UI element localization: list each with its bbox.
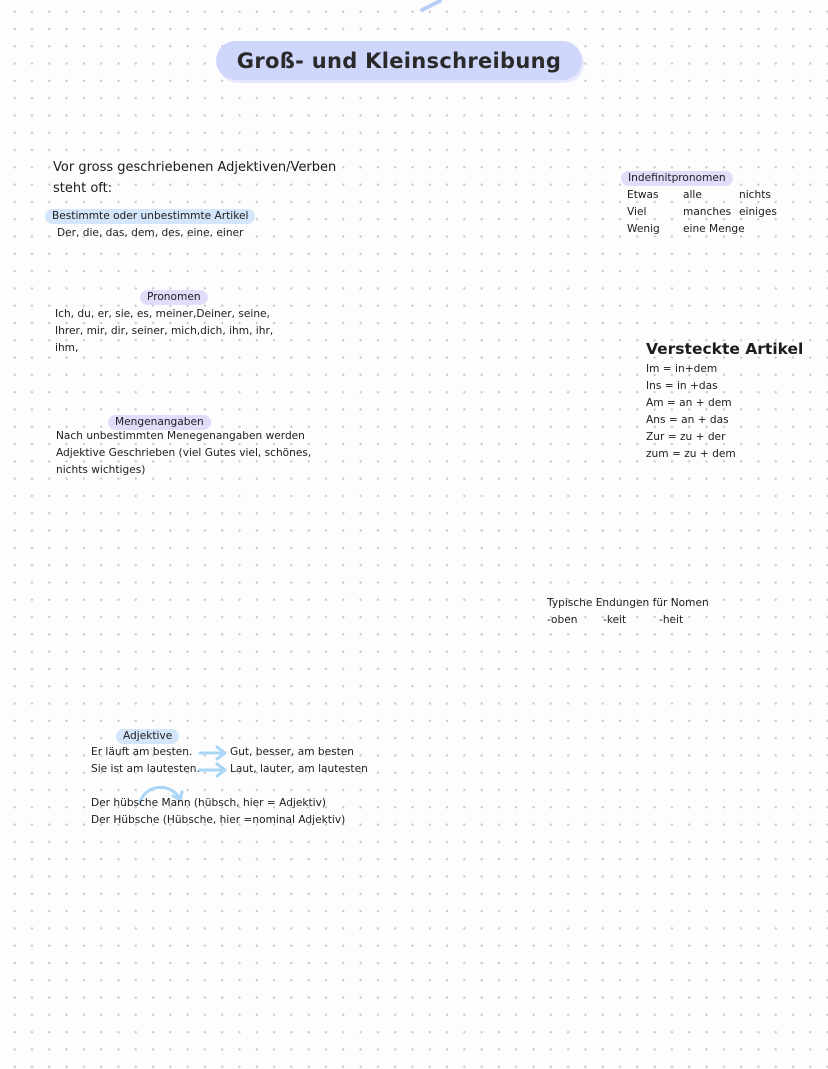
artikel-text: Der, die, das, dem, des, eine, einer <box>57 227 244 239</box>
adjektiv-beispiel: Der Hübsche (Hübsche, hier =nominal Adjektiv) <box>91 814 346 826</box>
indef-cell: eine Menge <box>683 223 745 235</box>
artikel-heading: Bestimmte oder unbestimmte Artikel <box>45 209 255 224</box>
endung-item: -oben <box>547 614 578 626</box>
intro-line-2: steht oft: <box>53 181 113 196</box>
intro-line-1: Vor gross geschriebenen Adjektiven/Verben <box>53 160 337 175</box>
pronomen-line-1: Ich, du, er, sie, es, meiner,Deiner, seine, <box>55 308 270 320</box>
endung-item: -keit <box>603 614 627 626</box>
versteckte-artikel-heading: Versteckte Artikel <box>646 340 804 358</box>
arrow-icons <box>196 744 232 784</box>
arrow-right-icon <box>200 764 225 776</box>
indef-cell: nichts <box>739 189 771 201</box>
indef-cell: manches <box>683 206 732 218</box>
mengenangaben-line-3: nichts wichtiges) <box>56 464 146 476</box>
indef-cell: Etwas <box>627 189 659 201</box>
indef-cell: einiges <box>739 206 777 218</box>
versteckte-artikel-line: zum = zu + dem <box>646 448 736 460</box>
mengenangaben-line-2: Adjektive Geschrieben (viel Gutes viel, schönes, <box>56 447 312 459</box>
indef-cell: Viel <box>627 206 647 218</box>
versteckte-artikel-line: Im = in+dem <box>646 363 718 375</box>
arrow-right-icon <box>200 747 225 759</box>
adjektive-example-left: Er läuft am besten. <box>91 746 193 758</box>
adjektive-example-right: Gut, besser, am besten <box>230 746 355 758</box>
decorative-stroke <box>418 0 448 12</box>
indef-cell: Wenig <box>627 223 660 235</box>
versteckte-artikel-line: Ans = an + das <box>646 414 729 426</box>
indef-cell: alle <box>683 189 702 201</box>
pronomen-line-2: Ihrer, mir, dir, seiner, mich,dich, ihm, ihr, <box>55 325 274 337</box>
versteckte-artikel-line: Am = an + dem <box>646 397 732 409</box>
adjektive-example-right: Laut, lauter, am lautesten <box>230 763 368 775</box>
versteckte-artikel-line: Ins = in +das <box>646 380 718 392</box>
versteckte-artikel-line: Zur = zu + der <box>646 431 726 443</box>
mengenangaben-heading: Mengenangaben <box>108 415 211 430</box>
adjektive-heading: Adjektive <box>116 729 179 744</box>
adjektiv-beispiel: Der hübsche Mann (hübsch, hier = Adjektiv) <box>91 797 327 809</box>
page-title: Groß- und Kleinschreibung <box>236 49 562 73</box>
pronomen-heading: Pronomen <box>140 290 208 305</box>
adjektive-example-left: Sie ist am lautesten. <box>91 763 200 775</box>
endung-item: -heit <box>659 614 684 626</box>
mengenangaben-line-1: Nach unbestimmten Menegenangaben werden <box>56 430 305 442</box>
pronomen-line-3: ihm, <box>55 342 79 354</box>
endungen-heading: Typische Endungen für Nomen <box>547 597 709 609</box>
indefinitpronomen-heading: Indefinitpronomen <box>621 171 733 186</box>
